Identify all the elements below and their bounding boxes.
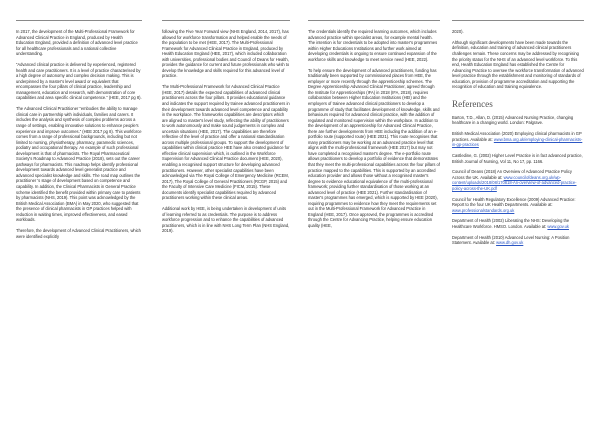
paragraph: The credentials identify the required learning outcomes, which includes advanced practice within specialist areas, for example mental health. The intention is for credentials to be adopted into master's programmes within Higher Educations Institutions and further work aimed at developing credentials is ongoing to ensure continued expansion of the workforce skills and knowledge to meet service need (HEE, 2022). (308, 29, 438, 62)
reference-item (452, 197, 584, 214)
paragraph: “Advanced clinical practice is delivered by experienced, registered health and care practitioners. It is a level of practice characterised by a high degree of autonomy and complex decision making. This is underpinned by a master's level award or equivalent that encompasses the four pillars of clinical practice, leadership and management, education and research, with demonstration of core capabilities and area specific clinical competence.” (HEE, 2017 pg 8). (16, 62, 142, 101)
reference-item (452, 218, 584, 229)
reference-item (452, 153, 584, 164)
reference-text: Department of Health (2002) Liberating the NHS: Developing the Healthcare Workforce. HMSO. London. Available at: (452, 218, 570, 229)
reference-link[interactable]: www.councilofdeans.org.uk/wp-content/uploads/2018/08/170818-An-overview-of-advanced-practice-policy-across-the-UK.pdf (452, 174, 577, 191)
reference-link[interactable]: www.gov.uk (547, 224, 569, 229)
paragraph: In 2017, the development of the Multi-Professional Framework for Advanced Clinical Practice in England, produced by Health Education England, provided a definition of advanced level practice for all healthcare professionals and a national collective understanding. (16, 29, 138, 57)
column-top-rule (452, 20, 584, 21)
paragraph: following the Five Year Forward view (NHS England, 2014, 2017), has allowed for workforce transformation and helped enable the needs of the population to be met (HEE, 2017). The Multi-Professional Framework for Advanced Clinical Practice in England, produced by Health Education England (HEE, 2017), which included collaboration with universities, professional bodies and Council of Deans for Health, provides the guidance for current and future professionals who wish to develop the knowledge and skills required for this advanced level of practice. (162, 29, 290, 79)
reference-text: British Medical Association (2020) Employing clinical pharmacists in GP practices. Available at: (452, 131, 582, 142)
column-top-rule (16, 20, 142, 21)
paragraph: 2020). (452, 29, 464, 34)
reference-item (452, 115, 584, 126)
reference-link[interactable]: www.dh.gov.uk (496, 240, 524, 246)
text-column-3 (308, 29, 440, 419)
reference-text: Council of Deans (2018) An Overview of Advanced Practice Policy Across the UK. Available at: (452, 169, 572, 180)
references-heading: References (452, 98, 493, 109)
paragraph: To help ensure the development of advanced practitioners, funding has traditionally been supported by commissioned places from HEE, the employer or more recently through the apprenticeship schemes. The Degree Apprenticeship Advanced Clinical Practitioner, agreed through the Institute for Apprenticeships (IFA) in 2018 (IFA, 2018), requires collaboration between Higher Education Institutions (HEI) and the employers of trainee advanced clinical practitioners to develop a programme of study that facilitates development of knowledge, skills and behaviours required for advanced clinical practice, with the addition of regulated and monitored supervision within the workplace. In addition to the development of an apprenticeship for Advanced Clinical Practice, there are further developments from HEE including the addition of an e-portfolio route (supported route) (HEE 2021). This route recognises that many practitioners may be working at an advanced practice level that aligns with the multi-professional framework (HEE 2017) but may not have completed a recognised master's degree. The e-portfolio route allows practitioners to develop a portfolio of evidence that demonstrates that they meet the multi-professional capabilities across the four pillars of practice mapped to the capabilities. This is supported by an accredited education provider and allows those without a recognised master's degree to evidence educational equivalence of the multi-professional framework; providing further standardisation of those working at an advanced level of practice (HEE 2021). Further standardisation of master's programmes has emerged, which is supported by HEE (2020), requiring programmes to evidence how they meet the requirements set out in the Multi-Professional Framework for Advanced Practice in England (HEE, 2017). Once approved, the programmes is accredited through the Centre for Advancing Practice, helping ensure education quality (HEE, (308, 67, 440, 228)
reference-text: Castledine, G. (2002) Higher Level Practice is in fact advanced practice, British Journal of Nursing, Vol 11, No 17, pp. 1166. (452, 152, 583, 164)
reference-item (452, 131, 584, 148)
paragraph: Additional work by HEE, is being undertaken in development of units of learning referred to as credentials. The purpose is to address workforce progression and to enhance the capabilities of advanced practitioners, which is in line with NHS Long Term Plan (NHS England, 2019). (162, 206, 290, 234)
reference-text: Barton, T.D., Allan, D. (2015) Advanced Nursing Practice, changing healthcare in a changing world. London: Palgrave. (452, 114, 574, 126)
reference-link[interactable]: www.bma.org.uk/employing-clinical-pharmacists-in-gp-practices (452, 136, 583, 148)
column-top-rule (308, 20, 440, 21)
reference-item (452, 235, 584, 246)
paragraph: The Advanced Clinical Practitioner “embodies the ability to manage clinical care in partnership with individuals, families and carers. It includes the analysis and synthesis of complex problems across a range of settings, enabling innovative solutions to enhance people's experience and improve outcomes.” (HEE 2017 pg 8). This workforce comes from a range of professional backgrounds, including but not limited to nursing, physiotherapy, pharmacy, paramedic sciences, podiatry and occupational therapy. An example of such professional development is that of pharmacists. The Royal Pharmaceutical Society's Roadmap to Advanced Practice (2018), sets out the career pathways for pharmacists. This roadmap helps identify professional development towards advanced level generalist practice and advanced specialist knowledge and skills. The road map outlines the practitioner 's stage of development based on competence and capability. In addition, the Clinical Pharmacists in General Practice scheme identified the benefit provided within primary care to patients by pharmacists (NHS, 2019). This point was acknowledged by the British Medical Association (BMA) in May 2020, who suggested that the presence of clinical pharmacists in GP practices helped with reduction in waiting times, improved effectiveness, and eased workloads. (16, 106, 142, 223)
reference-item (452, 169, 584, 191)
reference-text: Department of Health (2010) Advanced Level Nursing: A Position Statement. Available at: (452, 234, 570, 246)
references-list (452, 115, 584, 246)
text-column-2 (162, 29, 290, 419)
reference-link[interactable]: www.professionalstandards.org.uk (452, 207, 515, 213)
paragraph: Therefore, the development of Advanced Clinical Practitioners, which were identified explicitly (16, 228, 141, 239)
text-column-1 (16, 29, 142, 419)
reference-text: Council for Health Regulatory Excellence (2009) Advanced Practice: Report to the four UK Health Departments. Available at: (452, 196, 576, 208)
paragraph: The Multi-Professional Framework for Advanced Clinical Practice (HEE, 2017) details the expected capabilities of advanced clinical practitioners across the four pillars. It provides educational guidance and indicates the support required by trainee advanced practitioners in their development towards advanced level competence and capability in the workplace. The frameworks capabilities are descriptors which are aligned to master's level study, reflecting the ability of practitioners to work autonomously and make sound judgements in complex and uncertain situations (HEE, 2017). The capabilities are therefore reflective of the level of practice and offer a national standardisation across multiple professional groups. To support the development of capabilities within clinical practice HEE have also created guidance for effective clinical supervision which, is outlined in the Workforce Supervision for Advanced Clinical Practice document (HEE, 2020), enabling a recognised support structure for developing advanced practitioners. However, other specialist capabilities have been acknowledged via The Royal College of Emergency Medicine (RCEM, 2017), The Royal College of General Practitioners (RCGP, 2015) and the Faculty of Intensive Care Medicine (FICM, 2015). These documents identify specialist capabilities required by advanced practitioners working within these clinical areas. (162, 84, 290, 201)
paragraph: Although significant developments have been made towards the definition, education and training of advanced clinical practitioners challenges remain. These concerns may be addressed by recognising the priority status for the NHS of an advanced level workforce. To this end, Health Education England has established the Centre for Advancing Practice to oversee the workforce transformation of advanced level practice through the establishment and monitoring of standards of education, provision of programme accreditation and supporting the recognition of education and training equivalence. (452, 39, 584, 90)
column-top-rule (162, 20, 290, 21)
text-column-4 (452, 29, 584, 419)
